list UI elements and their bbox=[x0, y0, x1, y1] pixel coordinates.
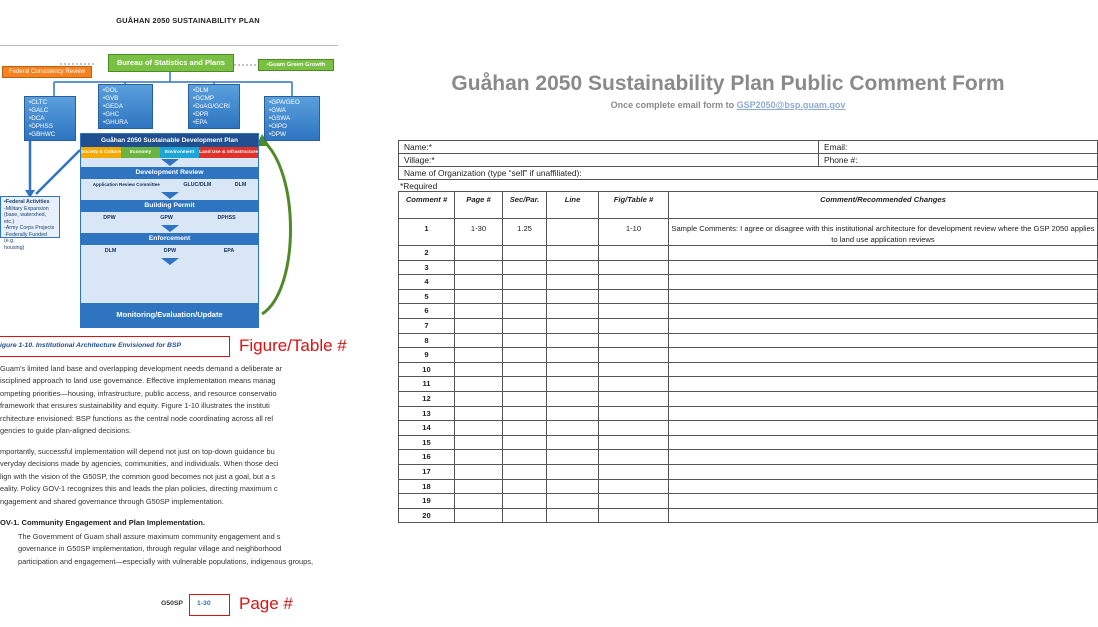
comment-cell[interactable] bbox=[669, 304, 1098, 319]
table-row bbox=[399, 219, 1098, 246]
pillar-environment: Environment bbox=[160, 147, 199, 158]
fig-table-cell[interactable] bbox=[599, 406, 669, 421]
section-cell[interactable] bbox=[503, 391, 547, 406]
page-cell[interactable]: 1-30 bbox=[455, 219, 503, 246]
comment-number-cell: 15 bbox=[399, 435, 455, 450]
section-cell[interactable] bbox=[503, 479, 547, 494]
fig-table-cell[interactable] bbox=[599, 435, 669, 450]
comment-cell[interactable] bbox=[669, 464, 1098, 479]
body-paragraph-1 bbox=[0, 363, 338, 437]
table-row bbox=[399, 377, 1098, 392]
comment-number-cell: 14 bbox=[399, 421, 455, 436]
section-cell[interactable] bbox=[503, 348, 547, 363]
col-section: Sec/Par. bbox=[503, 192, 547, 219]
comment-number-cell: 19 bbox=[399, 494, 455, 509]
section-cell[interactable] bbox=[503, 450, 547, 465]
federal-activity: (base, watershed, etc.) bbox=[4, 212, 47, 225]
section-cell[interactable] bbox=[503, 260, 547, 275]
info-row bbox=[399, 167, 1098, 180]
fig-table-cell[interactable] bbox=[599, 377, 669, 392]
table-row bbox=[399, 362, 1098, 377]
fig-table-cell[interactable] bbox=[599, 494, 669, 509]
comment-cell[interactable] bbox=[669, 494, 1098, 509]
page-cell[interactable] bbox=[455, 260, 503, 275]
table-row bbox=[399, 348, 1098, 363]
body-paragraph-2 bbox=[0, 446, 338, 508]
comment-cell[interactable] bbox=[669, 289, 1098, 304]
footer-doc-code: G50SP bbox=[161, 600, 183, 607]
fig-table-cell[interactable] bbox=[599, 421, 669, 436]
fig-table-cell[interactable] bbox=[599, 304, 669, 319]
pillar-economy: Economy bbox=[121, 147, 160, 158]
stage-agencies bbox=[81, 179, 258, 191]
table-row bbox=[399, 479, 1098, 494]
page-cell[interactable] bbox=[455, 289, 503, 304]
text-line: eality. Policy GOV-1 recognizes this and leads the plan policies, directing maximum c bbox=[0, 484, 278, 494]
subtitle-text: Once complete email form to bbox=[610, 100, 737, 110]
stage-building-permit: Building Permit bbox=[81, 200, 258, 212]
text-line: framework that ensures sustainability and equity. Figure 1-10 illustrates the instituti bbox=[0, 401, 270, 411]
col-line: Line bbox=[547, 192, 599, 219]
comment-cell[interactable] bbox=[669, 318, 1098, 333]
line-cell[interactable] bbox=[547, 406, 599, 421]
stage-agency: GPW bbox=[160, 215, 173, 221]
comment-cell[interactable] bbox=[669, 362, 1098, 377]
fig-table-cell[interactable] bbox=[599, 246, 669, 261]
plan-page-excerpt bbox=[0, 0, 380, 627]
stage-enforcement: Enforcement bbox=[81, 233, 258, 245]
line-cell[interactable] bbox=[547, 318, 599, 333]
agency: •DoAG/GCRI bbox=[193, 103, 230, 110]
flow-arrow bbox=[161, 192, 179, 199]
policy-heading: OV-1. Community Engagement and Plan Implementation. bbox=[0, 518, 206, 527]
comment-number-cell: 1 bbox=[399, 219, 455, 246]
stage-agencies bbox=[81, 245, 258, 257]
fig-table-cell[interactable] bbox=[599, 275, 669, 290]
federal-activity: -Federally Funded (e.g. bbox=[4, 231, 47, 244]
text-line: participation and engagement—especially with vulnerable populations, indigenous groups, bbox=[18, 556, 313, 566]
comment-number-cell: 11 bbox=[399, 377, 455, 392]
comment-cell[interactable] bbox=[669, 348, 1098, 363]
fig-table-cell[interactable] bbox=[599, 260, 669, 275]
table-row bbox=[399, 391, 1098, 406]
flow-arrow bbox=[161, 225, 179, 232]
stage-agency: GLUC/DLM bbox=[183, 182, 212, 188]
page-cell[interactable] bbox=[455, 333, 503, 348]
comment-cell[interactable] bbox=[669, 479, 1098, 494]
agency: •DPW bbox=[269, 131, 286, 138]
fig-table-cell[interactable] bbox=[599, 333, 669, 348]
line-cell[interactable] bbox=[547, 289, 599, 304]
section-cell[interactable] bbox=[503, 421, 547, 436]
federal-consistency-box: Federal Consistency Review bbox=[2, 66, 92, 78]
line-cell[interactable] bbox=[547, 219, 599, 246]
col-comment-number: Comment # bbox=[399, 192, 455, 219]
section-cell[interactable] bbox=[503, 246, 547, 261]
section-cell[interactable] bbox=[503, 464, 547, 479]
stage-agency: DPHSS bbox=[217, 215, 236, 221]
federal-activities-box bbox=[0, 196, 60, 251]
fig-table-cell[interactable] bbox=[599, 391, 669, 406]
comment-number-cell: 4 bbox=[399, 275, 455, 290]
line-cell[interactable] bbox=[547, 464, 599, 479]
page-cell[interactable] bbox=[455, 508, 503, 523]
table-row bbox=[399, 464, 1098, 479]
form-title: Guåhan 2050 Sustainability Plan Public Comment Form bbox=[451, 72, 1005, 95]
agency: •DOL bbox=[103, 87, 119, 94]
page-cell[interactable] bbox=[455, 479, 503, 494]
table-row bbox=[399, 494, 1098, 509]
section-cell[interactable] bbox=[503, 494, 547, 509]
agency: •GVB bbox=[103, 95, 119, 102]
section-cell[interactable] bbox=[503, 318, 547, 333]
agency: •GHURA bbox=[103, 119, 128, 126]
table-header-row bbox=[399, 192, 1098, 219]
village-field[interactable]: Village:* bbox=[399, 154, 819, 167]
comment-cell[interactable] bbox=[669, 421, 1098, 436]
page-cell[interactable] bbox=[455, 406, 503, 421]
line-cell[interactable] bbox=[547, 479, 599, 494]
page-cell[interactable] bbox=[455, 362, 503, 377]
agency: •DCA bbox=[29, 115, 45, 122]
flow-arrow bbox=[161, 159, 179, 166]
section-cell[interactable] bbox=[503, 275, 547, 290]
fig-table-cell[interactable] bbox=[599, 479, 669, 494]
comment-cell[interactable] bbox=[669, 435, 1098, 450]
fig-table-cell[interactable] bbox=[599, 348, 669, 363]
line-cell[interactable] bbox=[547, 246, 599, 261]
agency: •GHC bbox=[103, 111, 120, 118]
comment-number-cell: 20 bbox=[399, 508, 455, 523]
text-line: rchitecture envisioned: BSP functions as the central node coordinating across all rel bbox=[0, 413, 274, 423]
table-row bbox=[399, 318, 1098, 333]
comment-number-cell: 8 bbox=[399, 333, 455, 348]
page-cell[interactable] bbox=[455, 348, 503, 363]
comments-table bbox=[398, 191, 1098, 523]
table-row bbox=[399, 246, 1098, 261]
agency: •DLM bbox=[193, 87, 209, 94]
agency: •EPA bbox=[193, 119, 208, 126]
stage-development-review: Development Review bbox=[81, 167, 258, 179]
federal-activity: housing) bbox=[4, 244, 25, 251]
line-cell[interactable] bbox=[547, 260, 599, 275]
pillar-land-use: Land Use & Infrastructure bbox=[199, 147, 258, 158]
agency: •GPA/GEO bbox=[269, 99, 300, 106]
fig-table-cell[interactable] bbox=[599, 508, 669, 523]
stage-agency: Application Review Committee bbox=[92, 182, 160, 187]
text-line: mportantly, successful implementation will depend not just on top-down guidance bu bbox=[0, 447, 275, 456]
page-cell[interactable] bbox=[455, 421, 503, 436]
agency: •GEDA bbox=[103, 103, 124, 110]
page-cell[interactable] bbox=[455, 435, 503, 450]
text-line: veryday decisions made by agencies, communities, and individuals. When those deci bbox=[0, 459, 279, 469]
pillar-chips bbox=[81, 147, 258, 158]
agency: •GWA bbox=[269, 107, 287, 114]
agency-group-2 bbox=[98, 84, 153, 129]
federal-activities-title: •Federal Activities bbox=[4, 199, 50, 205]
name-field[interactable]: Name:* bbox=[399, 141, 819, 154]
comment-number-cell: 16 bbox=[399, 450, 455, 465]
agency-group-4 bbox=[264, 96, 320, 141]
stage-agency: DLM bbox=[234, 182, 247, 188]
page-cell[interactable] bbox=[455, 304, 503, 319]
info-row bbox=[399, 154, 1098, 167]
col-page: Page # bbox=[455, 192, 503, 219]
stage-agency: DLM bbox=[104, 248, 117, 254]
text-line: lign with the vision of the G50SP, the common good becomes not just a goal, but a s bbox=[0, 471, 276, 481]
stage-monitoring: Monitoring/Evaluation/Update bbox=[81, 303, 258, 327]
agency-group-3 bbox=[188, 84, 240, 129]
comment-number-cell: 12 bbox=[399, 391, 455, 406]
col-fig-table: Fig/Table # bbox=[599, 192, 669, 219]
flow-arrow bbox=[161, 258, 179, 265]
section-cell[interactable] bbox=[503, 362, 547, 377]
line-cell[interactable] bbox=[547, 508, 599, 523]
page-cell[interactable] bbox=[455, 318, 503, 333]
policy-text bbox=[18, 531, 380, 568]
table-row bbox=[399, 275, 1098, 290]
comment-cell[interactable]: Sample Comments: I agree or disagree with this institutional architecture for development review where the GSP 2050 applies to land use application reviews bbox=[669, 219, 1098, 246]
comment-cell[interactable] bbox=[669, 275, 1098, 290]
pillar-society: Society & Culture bbox=[81, 147, 121, 158]
page-cell[interactable] bbox=[455, 391, 503, 406]
fig-table-cell[interactable]: 1-10 bbox=[599, 219, 669, 246]
green-growth-box: •Guam Green Growth bbox=[258, 59, 334, 71]
table-row bbox=[399, 508, 1098, 523]
info-row bbox=[399, 141, 1098, 154]
comment-cell[interactable] bbox=[669, 508, 1098, 523]
agency: •GALC bbox=[29, 107, 49, 114]
page-annotation: Page # bbox=[239, 594, 293, 613]
page-cell[interactable] bbox=[455, 450, 503, 465]
comment-number-cell: 3 bbox=[399, 260, 455, 275]
fig-table-cell[interactable] bbox=[599, 289, 669, 304]
text-line: Guam's limited land base and overlapping development needs demand a deliberate ar bbox=[0, 364, 283, 373]
comment-number-cell: 17 bbox=[399, 464, 455, 479]
comment-number-cell: 5 bbox=[399, 289, 455, 304]
section-cell[interactable] bbox=[503, 289, 547, 304]
table-row bbox=[399, 304, 1098, 319]
text-line: gencies to guide plan-aligned decisions. bbox=[0, 426, 132, 436]
section-cell[interactable] bbox=[503, 304, 547, 319]
fig-table-cell[interactable] bbox=[599, 464, 669, 479]
form-subtitle bbox=[400, 100, 1056, 110]
table-row bbox=[399, 260, 1098, 275]
comment-number-cell: 13 bbox=[399, 406, 455, 421]
stage-agencies bbox=[81, 212, 258, 224]
table-row bbox=[399, 406, 1098, 421]
comment-number-cell: 9 bbox=[399, 348, 455, 363]
line-cell[interactable] bbox=[547, 391, 599, 406]
text-line: isciplined approach to land use governance. Effective implementation means manag bbox=[0, 376, 276, 386]
agency-group-1 bbox=[24, 96, 76, 141]
col-comment: Comment/Recommended Changes bbox=[669, 192, 1098, 219]
section-cell[interactable] bbox=[503, 333, 547, 348]
table-row bbox=[399, 289, 1098, 304]
agency: •DPHSS bbox=[29, 123, 53, 130]
comment-number-cell: 6 bbox=[399, 304, 455, 319]
figure-caption: igure 1-10. Institutional Architecture Envisioned for BSP bbox=[0, 342, 182, 349]
plan-doc-title: GUÅHAN 2050 SUSTAINABILITY PLAN bbox=[116, 16, 260, 25]
table-row bbox=[399, 450, 1098, 465]
table-row bbox=[399, 421, 1098, 436]
figure-table-annotation: Figure/Table # bbox=[239, 336, 347, 355]
agency: •DPR bbox=[193, 111, 209, 118]
page-cell[interactable] bbox=[455, 464, 503, 479]
text-line: governance in G50SP implementation, through regular village and neighborhood bbox=[18, 544, 282, 554]
section-cell[interactable] bbox=[503, 377, 547, 392]
federal-activity: -Army Corps Projects bbox=[4, 225, 55, 231]
page-cell[interactable] bbox=[455, 275, 503, 290]
development-flow-diagram bbox=[80, 133, 259, 328]
page-cell[interactable] bbox=[455, 246, 503, 261]
comment-cell[interactable] bbox=[669, 377, 1098, 392]
fig-table-cell[interactable] bbox=[599, 450, 669, 465]
comment-cell[interactable] bbox=[669, 406, 1098, 421]
comment-cell[interactable] bbox=[669, 391, 1098, 406]
section-cell[interactable] bbox=[503, 508, 547, 523]
comment-number-cell: 10 bbox=[399, 362, 455, 377]
contact-info-table bbox=[398, 140, 1098, 180]
line-cell[interactable] bbox=[547, 362, 599, 377]
required-note: *Required bbox=[400, 181, 438, 191]
comment-number-cell: 18 bbox=[399, 479, 455, 494]
page-cell[interactable] bbox=[455, 377, 503, 392]
text-line: ompeting priorities—housing, infrastructure, public access, and resource conservatio bbox=[0, 388, 277, 398]
line-cell[interactable] bbox=[547, 333, 599, 348]
section-cell[interactable] bbox=[503, 406, 547, 421]
bsp-box: Bureau of Statistics and Plans bbox=[108, 54, 234, 72]
text-line: The Government of Guam shall assure maximum community engagement and s bbox=[18, 532, 281, 541]
comment-number-cell: 7 bbox=[399, 318, 455, 333]
section-cell[interactable]: 1.25 bbox=[503, 219, 547, 246]
flow-title: Guåhan 2050 Sustainable Development Plan bbox=[81, 134, 258, 147]
agency: •CLTC bbox=[29, 99, 48, 106]
comment-cell[interactable] bbox=[669, 450, 1098, 465]
line-cell[interactable] bbox=[547, 348, 599, 363]
line-cell[interactable] bbox=[547, 494, 599, 509]
organization-field[interactable]: Name of Organization (type “self” if unaffiliated): bbox=[399, 167, 1098, 180]
table-row bbox=[399, 435, 1098, 450]
comment-cell[interactable] bbox=[669, 260, 1098, 275]
fig-table-cell[interactable] bbox=[599, 318, 669, 333]
line-cell[interactable] bbox=[547, 377, 599, 392]
agency: •GBHWC bbox=[29, 131, 56, 138]
section-cell[interactable] bbox=[503, 435, 547, 450]
email-link[interactable]: GSP2050@bsp.guam.gov bbox=[736, 100, 846, 110]
agency: •GSWA bbox=[269, 115, 291, 122]
comments-body bbox=[399, 219, 1098, 523]
page-number: 1-30 bbox=[197, 600, 211, 607]
line-cell[interactable] bbox=[547, 435, 599, 450]
stage-agency: EPA bbox=[223, 248, 235, 254]
stage-agency: DPW bbox=[163, 248, 177, 254]
line-cell[interactable] bbox=[547, 275, 599, 290]
table-row bbox=[399, 333, 1098, 348]
comment-cell[interactable] bbox=[669, 333, 1098, 348]
federal-activity: -Military Expansion bbox=[4, 205, 49, 212]
agency: •GCMP bbox=[193, 95, 215, 102]
comment-number-cell: 2 bbox=[399, 246, 455, 261]
fig-table-cell[interactable] bbox=[599, 362, 669, 377]
phone-field[interactable]: Phone #: bbox=[819, 154, 1098, 167]
stage-agency: DPW bbox=[103, 215, 116, 221]
page-cell[interactable] bbox=[455, 494, 503, 509]
line-cell[interactable] bbox=[547, 450, 599, 465]
agency: •OIPO bbox=[269, 123, 287, 130]
line-cell[interactable] bbox=[547, 304, 599, 319]
text-line: ngagement and shared governance through G50SP implementation. bbox=[0, 496, 224, 506]
email-field[interactable]: Email: bbox=[819, 141, 1098, 154]
line-cell[interactable] bbox=[547, 421, 599, 436]
comment-cell[interactable] bbox=[669, 246, 1098, 261]
